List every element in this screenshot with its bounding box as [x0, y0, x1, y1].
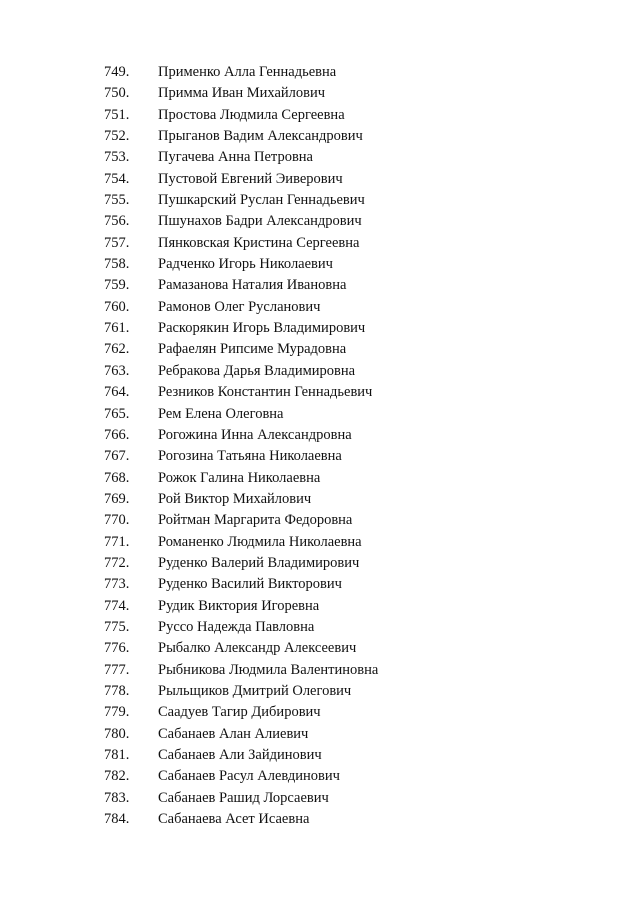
entry-name: Рогозина Татьяна Николаевна: [158, 448, 342, 465]
list-item: [0, 766, 640, 787]
list-item: [0, 724, 640, 745]
entry-number: 775.: [104, 618, 130, 635]
entry-number: 778.: [104, 682, 130, 699]
entry-name: Пугачева Анна Петровна: [158, 149, 313, 166]
entry-number: 764.: [104, 384, 130, 401]
entry-name: Сабанаев Али Зайдинович: [158, 747, 322, 763]
list-item: [0, 147, 640, 168]
entry-number: 780.: [104, 725, 130, 742]
entry-name: Применко Алла Геннадьевна: [158, 64, 337, 80]
entry-number: 761.: [104, 320, 130, 337]
list-item: [0, 532, 640, 553]
entry-number: 768.: [104, 469, 130, 486]
entry-name: Пушкарский Руслан Геннадьевич: [158, 192, 365, 209]
entry-number: 781.: [104, 747, 130, 763]
entry-number: 756.: [104, 213, 130, 230]
list-item: [0, 745, 640, 766]
list-item: [0, 510, 640, 531]
entry-number: 782.: [104, 768, 130, 785]
entry-number: 752.: [104, 128, 130, 145]
entry-number: 784.: [104, 811, 130, 828]
entry-name: Пустовой Евгений Эиверович: [158, 170, 343, 187]
list-item: [0, 83, 640, 104]
list-item: [0, 275, 640, 296]
entry-name: Ребракова Дарья Владимировна: [158, 362, 356, 379]
list-item: [0, 553, 640, 574]
list-item: [0, 809, 640, 830]
entry-number: 766.: [104, 426, 130, 443]
entry-number: 760.: [104, 298, 130, 315]
entry-name: Прыганов Вадим Александрович: [158, 128, 363, 145]
list-item: [0, 425, 640, 446]
list-item: [0, 361, 640, 382]
entry-number: 779.: [104, 704, 130, 721]
entry-name: Рудик Виктория Игоревна: [158, 597, 320, 614]
entry-number: 770.: [104, 512, 130, 529]
entry-name: Рыльщиков Дмитрий Олегович: [158, 682, 352, 699]
entry-name: Рем Елена Олеговна: [158, 405, 284, 422]
entry-number: 783.: [104, 789, 130, 806]
list-item: [0, 211, 640, 232]
entry-number: 774.: [104, 597, 130, 614]
entry-name: Рафаелян Рипсиме Мурадовна: [158, 341, 347, 358]
entry-number: 767.: [104, 448, 130, 465]
entry-name: Пшунахов Бадри Александрович: [158, 213, 362, 230]
list-item: [0, 169, 640, 190]
entry-number: 757.: [104, 234, 130, 251]
entry-name: Сабанаев Расул Алевдинович: [158, 768, 340, 785]
list-item: [0, 446, 640, 467]
entry-name: Простова Людмила Сергеевна: [158, 106, 345, 123]
entry-name: Резников Константин Геннадьевич: [158, 384, 373, 401]
entry-name: Саадуев Тагир Дибирович: [158, 704, 321, 721]
entry-name: Сабанаев Алан Алиевич: [158, 725, 309, 742]
entry-name: Ройтман Маргарита Федоровна: [158, 512, 353, 529]
list-item: [0, 681, 640, 702]
list-item: [0, 62, 640, 83]
entry-name: Сабанаева Асет Исаевна: [158, 811, 310, 828]
entry-number: 772.: [104, 554, 130, 571]
list-item: [0, 297, 640, 318]
entry-name: Рогожина Инна Александровна: [158, 426, 352, 443]
list-item: [0, 254, 640, 275]
entry-name: Рыбникова Людмила Валентиновна: [158, 661, 379, 678]
entry-name: Раскорякин Игорь Владимирович: [158, 320, 366, 337]
list-item: [0, 489, 640, 510]
list-item: [0, 233, 640, 254]
entry-number: 769.: [104, 490, 130, 507]
entry-name: Рыбалко Александр Алексеевич: [158, 640, 357, 657]
list-item: [0, 105, 640, 126]
entry-number: 755.: [104, 192, 130, 209]
list-item: [0, 382, 640, 403]
entry-name: Пянковская Кристина Сергеевна: [158, 234, 360, 251]
entry-name: Рожок Галина Николаевна: [158, 469, 321, 486]
entry-name: Руденко Валерий Владимирович: [158, 554, 360, 571]
entry-name: Сабанаев Рашид Лорсаевич: [158, 789, 329, 806]
entry-number: 758.: [104, 256, 130, 273]
entry-number: 749.: [104, 64, 130, 80]
list-item: [0, 660, 640, 681]
list-item: [0, 702, 640, 723]
list-item: [0, 126, 640, 147]
entry-number: 771.: [104, 533, 130, 550]
entry-number: 765.: [104, 405, 130, 422]
entry-number: 753.: [104, 149, 130, 166]
entry-number: 751.: [104, 106, 130, 123]
entry-number: 777.: [104, 661, 130, 678]
list-item: [0, 468, 640, 489]
entry-name: Радченко Игорь Николаевич: [158, 256, 333, 273]
entry-number: 750.: [104, 85, 130, 102]
entry-number: 762.: [104, 341, 130, 358]
list-item: [0, 318, 640, 339]
entry-number: 754.: [104, 170, 130, 187]
name-list: [0, 62, 640, 830]
entry-name: Рамонов Олег Русланович: [158, 298, 321, 315]
list-item: [0, 190, 640, 211]
entry-number: 763.: [104, 362, 130, 379]
entry-name: Рамазанова Наталия Ивановна: [158, 277, 347, 294]
list-item: [0, 596, 640, 617]
entry-number: 759.: [104, 277, 130, 294]
list-item: [0, 788, 640, 809]
entry-number: 776.: [104, 640, 130, 657]
list-item: [0, 574, 640, 595]
entry-name: Рой Виктор Михайлович: [158, 490, 312, 507]
entry-name: Руссо Надежда Павловна: [158, 618, 315, 635]
entry-number: 773.: [104, 576, 130, 593]
list-item: [0, 617, 640, 638]
entry-name: Примма Иван Михайлович: [158, 85, 326, 102]
list-item: [0, 404, 640, 425]
entry-name: Романенко Людмила Николаевна: [158, 533, 362, 550]
list-item: [0, 638, 640, 659]
entry-name: Руденко Василий Викторович: [158, 576, 342, 593]
list-item: [0, 339, 640, 360]
